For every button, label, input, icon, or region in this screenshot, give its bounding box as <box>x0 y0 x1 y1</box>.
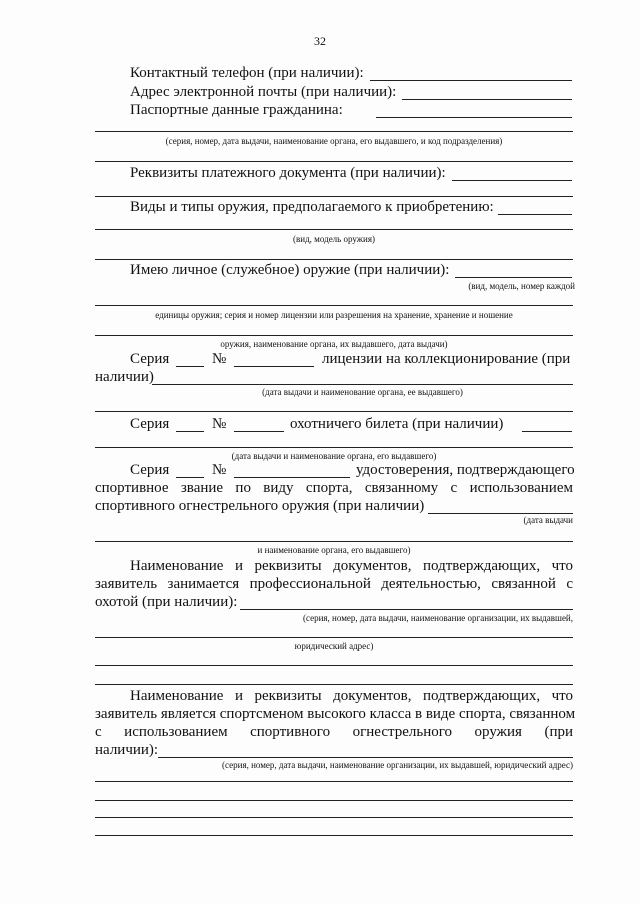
passport-field[interactable] <box>376 117 572 118</box>
sport-seria-field[interactable] <box>176 477 204 478</box>
athlete-field-line-3[interactable] <box>95 800 573 801</box>
collecting-field[interactable] <box>152 384 573 385</box>
hunting-number-field[interactable] <box>234 431 284 432</box>
passport-field-line-3[interactable] <box>95 161 573 162</box>
weapon-types-field[interactable] <box>498 214 572 215</box>
athlete-line-3: с использованием спортивного огнестрельного оружия (при <box>95 724 573 740</box>
collecting-field-line-2[interactable] <box>95 411 573 412</box>
sport-field[interactable] <box>428 513 573 514</box>
phone-label: Контактный телефон (при наличии): <box>130 65 364 81</box>
weapon-types-label: Виды и типы оружия, предполагаемого к приобретению: <box>130 199 494 215</box>
sport-text: удостоверения, подтверждающего <box>356 462 575 478</box>
page-number: 32 <box>314 34 326 48</box>
athlete-field-line-4[interactable] <box>95 817 573 818</box>
hunting-number-sign: № <box>212 416 227 432</box>
hunting-prof-hint-2: юридический адрес) <box>294 641 374 651</box>
athlete-line-4: наличии): <box>95 742 159 758</box>
payment-field-line-2[interactable] <box>95 196 573 197</box>
collecting-seria-field[interactable] <box>176 366 204 367</box>
hunting-hint: (дата выдачи и наименование органа, его выдавшего) <box>231 451 437 461</box>
hunting-prof-line-3: охотой (при наличии): <box>95 594 238 610</box>
passport-field-line-2[interactable] <box>95 131 573 132</box>
sport-number-field[interactable] <box>234 477 350 478</box>
collecting-hint: (дата выдачи и наименование органа, ее выдавшего) <box>262 387 463 397</box>
athlete-field-line-5[interactable] <box>95 835 573 836</box>
sport-hint-1: (дата выдачи <box>523 515 573 525</box>
hunting-prof-field-line-2[interactable] <box>95 637 573 638</box>
sport-hint-2: и наименование органа, его выдавшего) <box>257 545 411 555</box>
weapon-types-field-line-2[interactable] <box>95 229 573 230</box>
sport-line-3: спортивного огнестрельного оружия (при наличии) <box>95 498 425 514</box>
hunting-field[interactable] <box>522 431 572 432</box>
athlete-field-line-2[interactable] <box>95 781 573 782</box>
sport-seria-label: Серия <box>130 462 170 478</box>
collecting-seria-label: Серия <box>130 351 170 367</box>
hunting-seria-field[interactable] <box>176 431 204 432</box>
hunting-prof-field-line-4[interactable] <box>95 684 573 685</box>
athlete-line-1: Наименование и реквизиты документов, подтверждающих, что <box>130 688 573 704</box>
weapon-types-hint: (вид, модель оружия) <box>293 234 375 244</box>
personal-weapon-hint-1: (вид, модель, номер каждой <box>468 281 575 291</box>
passport-label: Паспортные данные гражданина: <box>130 102 343 118</box>
payment-label: Реквизиты платежного документа (при наличии): <box>130 165 446 181</box>
sport-line-2: спортивное звание по виду спорта, связанному с использованием <box>95 480 573 496</box>
personal-weapon-label: Имею личное (служебное) оружие (при наличии): <box>130 262 450 278</box>
hunting-prof-line-1: Наименование и реквизиты документов, подтверждающих, что <box>130 558 573 574</box>
email-label: Адрес электронной почты (при наличии): <box>130 84 397 100</box>
hunting-prof-hint-1: (серия, номер, дата выдачи, наименование организации, их выдавшей, <box>303 613 573 623</box>
sport-number-sign: № <box>212 462 227 478</box>
hunting-seria-label: Серия <box>130 416 170 432</box>
athlete-hint: (серия, номер, дата выдачи, наименование организации, их выдавшей, юридический адрес) <box>222 760 573 770</box>
email-field[interactable] <box>402 99 572 100</box>
hunting-field-line-2[interactable] <box>95 447 573 448</box>
hunting-prof-field-line-3[interactable] <box>95 665 573 666</box>
collecting-line-2: наличии) <box>95 369 154 385</box>
collecting-number-sign: № <box>212 351 227 367</box>
hunting-prof-field[interactable] <box>240 609 573 610</box>
athlete-field[interactable] <box>158 757 573 758</box>
personal-weapon-hint-2: единицы оружия; серия и номер лицензии или разрешения на хранение, хранение и ношение <box>155 310 513 320</box>
passport-hint: (серия, номер, дата выдачи, наименование органа, его выдавшего, и код подразделения) <box>165 136 503 146</box>
personal-weapon-field[interactable] <box>455 277 572 278</box>
phone-field[interactable] <box>370 80 572 81</box>
personal-weapon-field-line-3[interactable] <box>95 335 573 336</box>
hunting-text: охотничего билета (при наличии) <box>290 416 504 432</box>
personal-weapon-hint-3: оружия, наименование органа, их выдавшего, дата выдачи) <box>220 339 448 349</box>
sport-field-line-2[interactable] <box>95 541 573 542</box>
payment-field[interactable] <box>452 180 572 181</box>
collecting-text: лицензии на коллекционирование (при <box>322 351 571 367</box>
athlete-line-2: заявитель является спортсменом высокого класса в виде спорта, связанном <box>95 706 576 722</box>
personal-weapon-field-line-2[interactable] <box>95 305 573 306</box>
collecting-number-field[interactable] <box>234 366 314 367</box>
hunting-prof-line-2: заявитель занимается профессиональной деятельностью, связанной с <box>95 576 573 592</box>
weapon-types-field-line-3[interactable] <box>95 259 573 260</box>
